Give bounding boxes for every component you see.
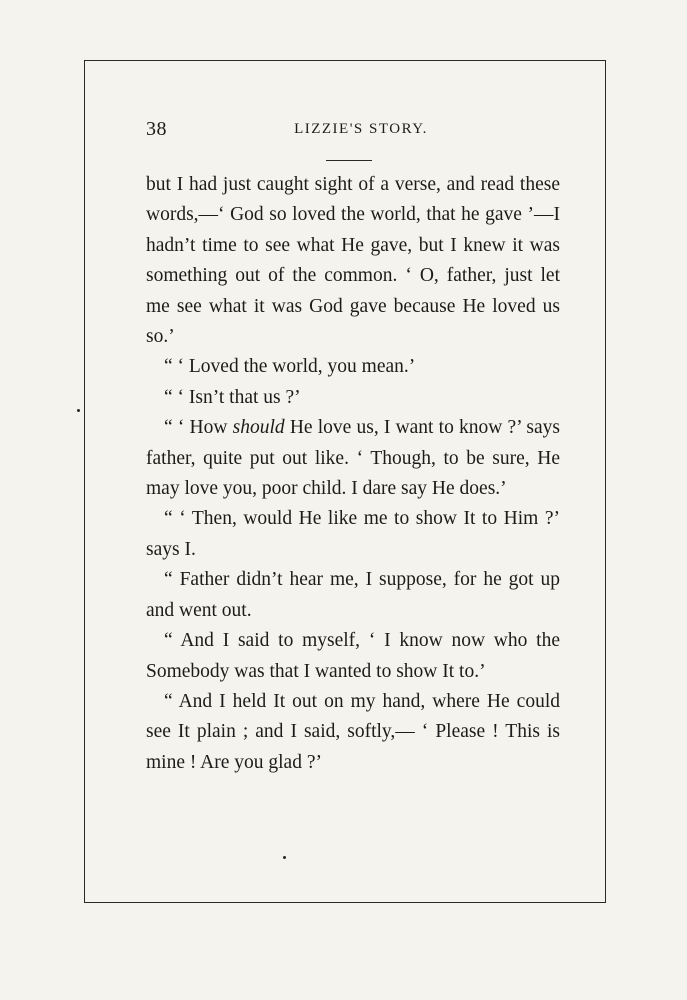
paragraph xyxy=(146,565,560,626)
text-span: “ ‘ Isn’t that us ?’ xyxy=(164,386,301,408)
header-rule xyxy=(326,160,372,161)
body-text xyxy=(146,170,560,778)
text-span: “ ‘ How xyxy=(164,417,233,439)
text-span: “ ‘ Loved the world, you mean.’ xyxy=(164,356,416,378)
text-span: “ And I said to myself, ‘ I know now who the Somebody was that I wanted to show It to.’ xyxy=(146,630,560,682)
paragraph xyxy=(146,626,560,687)
paragraph xyxy=(146,352,560,382)
text-span: but I had just caught sight of a verse, and read these words,—‘ God so loved the world, that he gave ’—I hadn’t time to see what He gave, but I knew it was something out of the common. ‘ O, father, just let me see what it was God gave because He loved us so.’ xyxy=(146,174,560,348)
page-number: 38 xyxy=(146,118,167,140)
print-speck xyxy=(77,409,80,412)
text-span: “ Father didn’t hear me, I suppose, for he got up and went out. xyxy=(146,569,560,621)
text-span: “ ‘ Then, would He like me to show It to Him ?’ says I. xyxy=(146,508,560,560)
paragraph xyxy=(146,383,560,413)
paragraph xyxy=(146,170,560,352)
text-span: He love us, I want to know ?’ says father, quite put out like. ‘ Though, to be sure, He may love you, poor child. I dare say He does.’ xyxy=(146,417,560,500)
emphasis-text: should xyxy=(232,417,285,439)
paragraph xyxy=(146,687,560,778)
paragraph xyxy=(146,504,560,565)
text-span: “ And I held It out on my hand, where He could see It plain ; and I said, softly,— ‘ Please ! This is mine ! Are you glad ?’ xyxy=(146,690,560,773)
running-head xyxy=(146,118,546,144)
running-head-title: LIZZIE'S STORY. xyxy=(294,121,428,137)
paragraph xyxy=(146,413,560,504)
print-speck xyxy=(283,856,286,859)
